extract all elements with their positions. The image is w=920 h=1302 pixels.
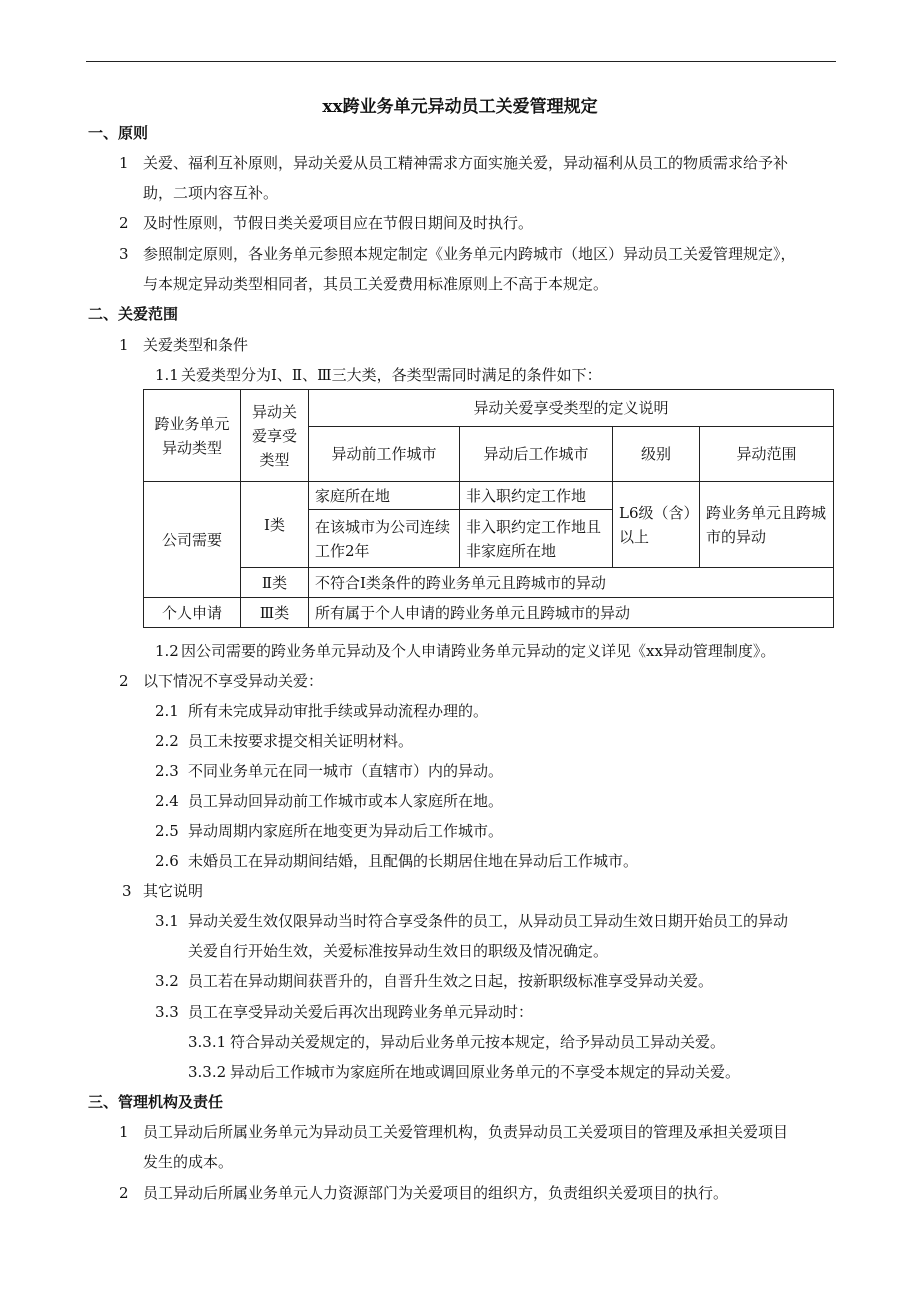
document-title: xx跨业务单元异动员工关爱管理规定 <box>322 97 598 117</box>
paragraph-line: 及时性原则，节假日类关爱项目应在节假日期间及时执行。 <box>143 214 534 232</box>
cell-type-2-desc: 不符合Ⅰ类条件的跨业务单元且跨城市的异动 <box>309 568 834 598</box>
paragraph-line: 员工异动回异动前工作城市或本人家庭所在地。 <box>188 792 504 810</box>
cell-company-need: 公司需要 <box>144 482 241 598</box>
item-number: 3.3 <box>155 1003 179 1021</box>
paragraph-line: 关爱类型和条件 <box>143 336 249 354</box>
paragraph-line: 参照制定原则，各业务单元参照本规定制定《业务单元内跨城市（地区）异动员工关爱管理规定》， <box>143 245 796 263</box>
cell-type-1: Ⅰ类 <box>241 482 309 568</box>
paragraph-line: 发生的成本。 <box>143 1153 234 1171</box>
paragraph-line: 员工若在异动期间获晋升的，自晋升生效之日起，按新职级标准享受异动关爱。 <box>188 972 714 990</box>
cell-row1-before: 家庭所在地 <box>309 482 460 510</box>
paragraph-line: 员工未按要求提交相关证明材料。 <box>188 732 414 750</box>
cell-type-2: Ⅱ类 <box>241 568 309 598</box>
item-number: 3 <box>122 882 132 900</box>
item-number: 2.1 <box>155 702 179 720</box>
item-number: 2.4 <box>155 792 179 810</box>
paragraph-line: 与本规定异动类型相同者，其员工关爱费用标准原则上不高于本规定。 <box>143 275 609 293</box>
item-number: 2 <box>119 1184 129 1202</box>
header-rule <box>86 61 836 62</box>
header-level: 级别 <box>613 427 700 482</box>
header-city-after: 异动后工作城市 <box>460 427 613 482</box>
paragraph-line: 符合异动关爱规定的，异动后业务单元按本规定，给予异动员工异动关爱。 <box>230 1033 726 1051</box>
care-type-table <box>143 389 834 628</box>
section-heading-management: 三、管理机构及责任 <box>88 1093 224 1111</box>
header-transfer-type: 跨业务单元异动类型 <box>144 390 241 482</box>
header-care-type: 异动关爱享受类型 <box>241 390 309 482</box>
item-number: 3.2 <box>155 972 179 990</box>
item-number: 2 <box>119 672 129 690</box>
paragraph-line: 其它说明 <box>143 882 204 900</box>
paragraph-line: 未婚员工在异动期间结婚，且配偶的长期居住地在异动后工作城市。 <box>188 852 639 870</box>
cell-level: L6级（含）以上 <box>613 482 700 568</box>
header-range: 异动范围 <box>700 427 834 482</box>
section-heading-principles: 一、原则 <box>88 124 149 142</box>
item-number: 3.3.1 <box>188 1033 227 1051</box>
item-number: 1.2 <box>155 642 179 660</box>
paragraph-line: 异动关爱生效仅限异动当时符合享受条件的员工，从异动员工异动生效日期开始员工的异动 <box>188 912 789 930</box>
cell-row2-before: 在该城市为公司连续工作2年 <box>309 510 460 568</box>
item-number: 2.3 <box>155 762 179 780</box>
paragraph-line: 助，二项内容互补。 <box>143 184 279 202</box>
paragraph-line: 员工异动后所属业务单元为异动员工关爱管理机构，负责异动员工关爱项目的管理及承担关爱项目 <box>143 1123 789 1141</box>
cell-personal-apply: 个人申请 <box>144 598 241 628</box>
cell-range: 跨业务单元且跨城市的异动 <box>700 482 834 568</box>
section-heading-scope: 二、关爱范围 <box>88 305 179 323</box>
cell-type-3: Ⅲ类 <box>241 598 309 628</box>
item-number: 3.3.2 <box>188 1063 227 1081</box>
item-number: 1 <box>119 1123 129 1141</box>
paragraph-line: 员工在享受异动关爱后再次出现跨业务单元异动时： <box>188 1003 534 1021</box>
cell-row1-after: 非入职约定工作地 <box>460 482 613 510</box>
item-number: 2.2 <box>155 732 179 750</box>
paragraph-line: 异动周期内家庭所在地变更为异动后工作城市。 <box>188 822 504 840</box>
paragraph-line: 关爱自行开始生效，关爱标准按异动生效日的职级及情况确定。 <box>188 942 609 960</box>
item-number: 3.1 <box>155 912 179 930</box>
cell-type-3-desc: 所有属于个人申请的跨业务单元且跨城市的异动 <box>309 598 834 628</box>
paragraph-line: 所有未完成异动审批手续或异动流程办理的。 <box>188 702 489 720</box>
item-number: 2.5 <box>155 822 179 840</box>
paragraph-line: 异动后工作城市为家庭所在地或调回原业务单元的不享受本规定的异动关爱。 <box>230 1063 741 1081</box>
header-city-before: 异动前工作城市 <box>309 427 460 482</box>
paragraph-line: 因公司需要的跨业务单元异动及个人申请跨业务单元异动的定义详见《xx异动管理制度》。 <box>181 642 776 660</box>
item-number: 2 <box>119 214 129 232</box>
header-definition: 异动关爱享受类型的定义说明 <box>309 390 834 427</box>
paragraph-line: 不同业务单元在同一城市（直辖市）内的异动。 <box>188 762 504 780</box>
cell-row2-after: 非入职约定工作地且非家庭所在地 <box>460 510 613 568</box>
paragraph-line: 关爱类型分为Ⅰ、Ⅱ、Ⅲ三大类，各类型需同时满足的条件如下： <box>181 366 602 384</box>
paragraph-line: 以下情况不享受异动关爱： <box>143 672 324 690</box>
item-number: 1 <box>119 154 129 172</box>
item-number: 1.1 <box>155 366 179 384</box>
item-number: 2.6 <box>155 852 179 870</box>
paragraph-line: 关爱、福利互补原则，异动关爱从员工精神需求方面实施关爱，异动福利从员工的物质需求给予补 <box>143 154 789 172</box>
item-number: 3 <box>119 245 129 263</box>
item-number: 1 <box>119 336 129 354</box>
paragraph-line: 员工异动后所属业务单元人力资源部门为关爱项目的组织方，负责组织关爱项目的执行。 <box>143 1184 729 1202</box>
